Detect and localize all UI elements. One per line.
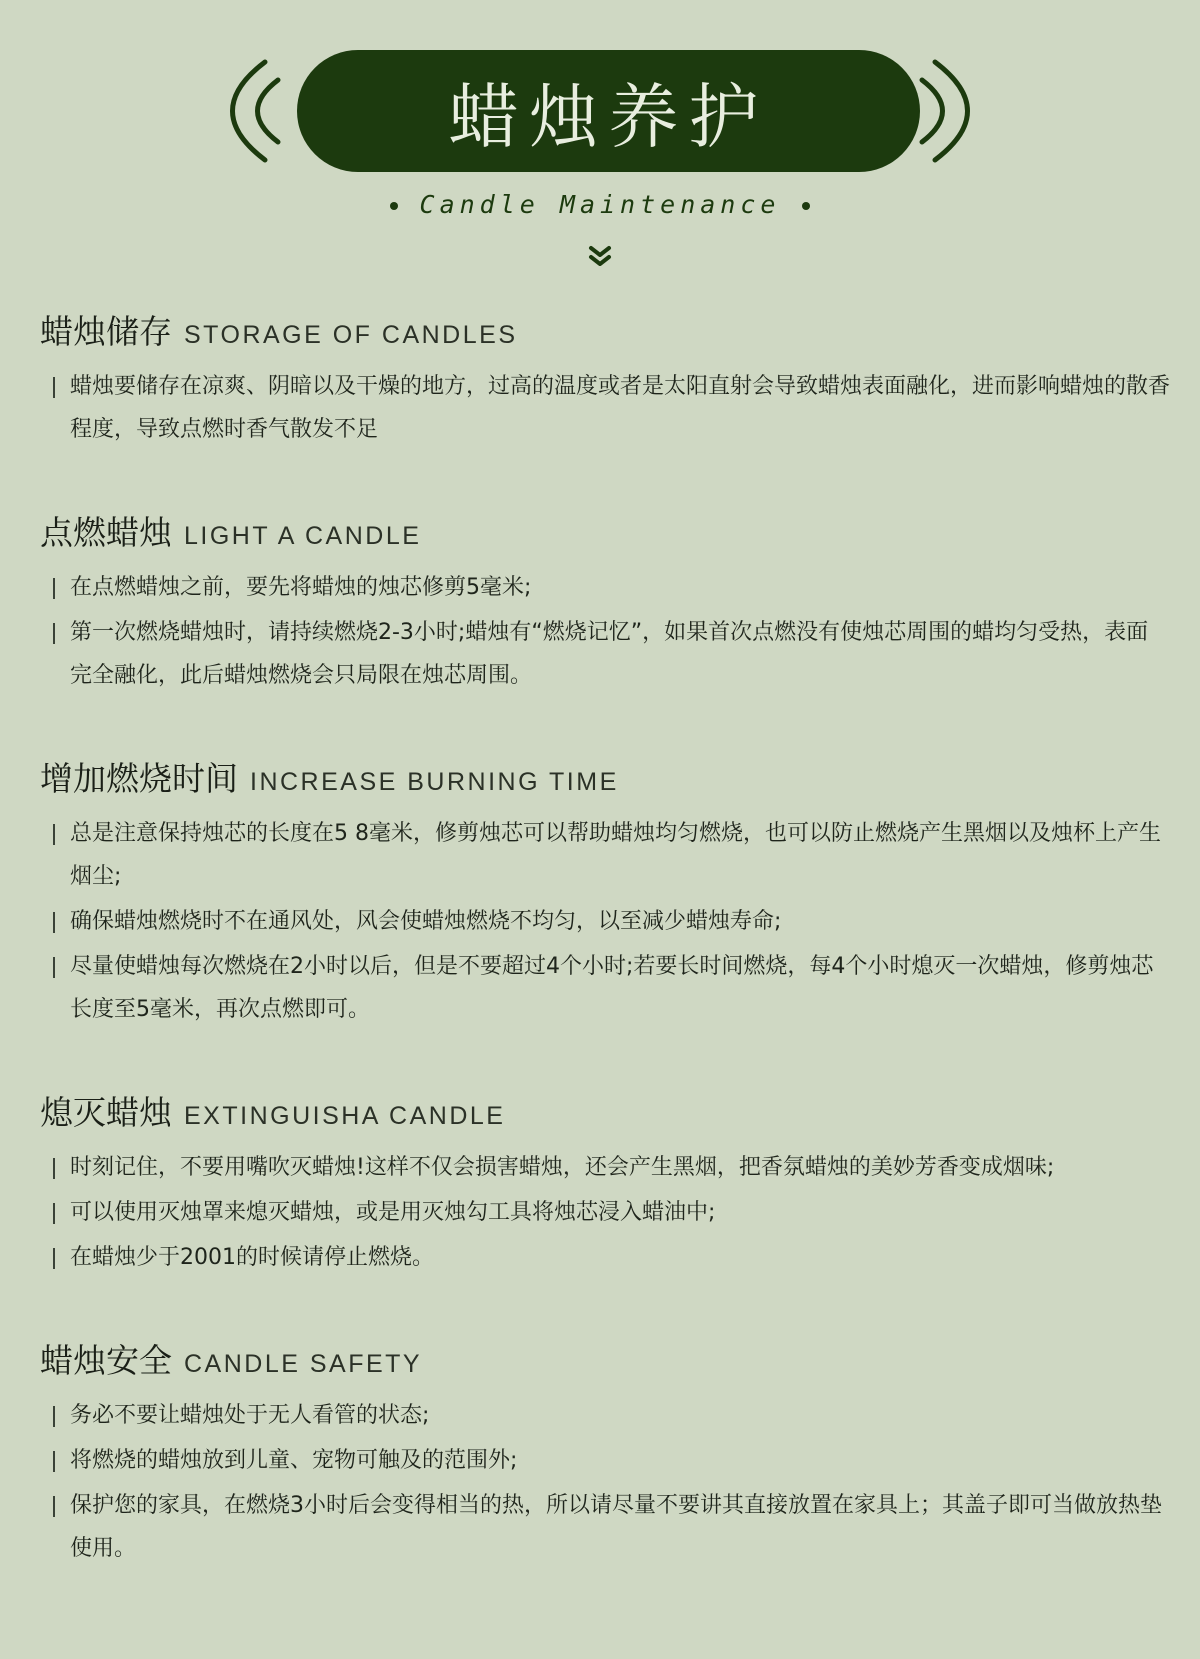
section-title-en: EXTINGUISHA CANDLE — [184, 1102, 506, 1130]
bullet-bar-icon — [53, 578, 55, 599]
title-banner — [297, 50, 920, 172]
list-item — [40, 566, 1170, 609]
right-bracket-inner-arc — [922, 80, 943, 142]
subtitle — [0, 190, 1200, 219]
bullet-bar-icon — [53, 957, 55, 978]
item-text: 总是注意保持烛芯的长度在5 8毫米，修剪烛芯可以帮助蜡烛均匀燃烧，也可以防止燃烧产生黑烟以及烛杯上产生烟尘; — [70, 821, 1161, 889]
bullet-bar-icon — [53, 1451, 55, 1472]
list-item — [40, 812, 1170, 898]
item-text: 保护您的家具，在燃烧3小时后会变得相当的热，所以请尽量不要讲其直接放置在家具上；其盖子即可当做放热垫使用。 — [70, 1493, 1163, 1561]
section-burning-time — [40, 753, 1170, 1031]
section-heading — [40, 1087, 1170, 1134]
section-title-en: INCREASE BURNING TIME — [250, 768, 619, 796]
item-text: 蜡烛要储存在凉爽、阴暗以及干燥的地方，过高的温度或者是太阳直射会导致蜡烛表面融化，进而影响蜡烛的散香程度，导致点燃时香气散发不足 — [70, 374, 1171, 442]
item-text: 在蜡烛少于2001的时候请停止燃烧。 — [70, 1245, 434, 1270]
left-bracket-outer-arc — [233, 62, 266, 160]
list-item — [40, 945, 1170, 1031]
section-light — [40, 507, 1170, 697]
item-text: 务必不要让蜡烛处于无人看管的状态; — [70, 1403, 430, 1428]
item-text: 可以使用灭烛罩来熄灭蜡烛，或是用灭烛勾工具将烛芯浸入蜡油中; — [70, 1200, 716, 1225]
list-item — [40, 1394, 1170, 1437]
section-heading — [40, 753, 1170, 800]
section-heading — [40, 507, 1170, 554]
item-text: 第一次燃烧蜡烛时，请持续燃烧2-3小时;蜡烛有“燃烧记忆”，如果首次点燃没有使烛芯周围的蜡均匀受热，表面完全融化，此后蜡烛燃烧会只局限在烛芯周围。 — [70, 620, 1149, 688]
section-storage — [40, 306, 1170, 451]
bullet-bar-icon — [53, 824, 55, 845]
section-title-cn: 熄灭蜡烛 — [40, 1093, 172, 1132]
right-bracket-outer-arc — [935, 62, 968, 160]
list-item — [40, 1236, 1170, 1279]
list-item — [40, 365, 1170, 451]
item-text: 确保蜡烛燃烧时不在通风处，风会使蜡烛燃烧不均匀，以至减少蜡烛寿命; — [70, 909, 782, 934]
section-title-en: STORAGE OF CANDLES — [184, 321, 518, 349]
bullet-bar-icon — [53, 1203, 55, 1224]
left-bracket-inner-arc — [258, 80, 279, 142]
section-heading — [40, 306, 1170, 353]
list-item — [40, 1439, 1170, 1482]
item-text: 将燃烧的蜡烛放到儿童、宠物可触及的范围外; — [70, 1448, 518, 1473]
double-chevron-down-icon — [587, 244, 613, 270]
section-title-cn: 增加燃烧时间 — [40, 759, 238, 798]
section-extinguish — [40, 1087, 1170, 1279]
list-item — [40, 611, 1170, 697]
section-heading — [40, 1335, 1170, 1382]
section-title-cn: 点燃蜡烛 — [40, 513, 172, 552]
section-title-cn: 蜡烛储存 — [40, 312, 172, 351]
list-item — [40, 900, 1170, 943]
item-text: 尽量使蜡烛每次燃烧在2小时以后，但是不要超过4个小时;若要长时间燃烧，每4个小时熄灭一次蜡烛，修剪烛芯长度至5毫米，再次点燃即可。 — [70, 954, 1154, 1022]
item-text: 时刻记住，不要用嘴吹灭蜡烛!这样不仅会损害蜡烛，还会产生黑烟，把香氛蜡烛的美妙芳香变成烟味; — [70, 1155, 1055, 1180]
bullet-bar-icon — [53, 1406, 55, 1427]
right-dot-icon — [802, 202, 810, 210]
section-title-en: LIGHT A CANDLE — [184, 522, 422, 550]
bullet-bar-icon — [53, 623, 55, 644]
header — [0, 0, 1200, 290]
subtitle-text: Candle Maintenance — [419, 190, 781, 219]
bullet-bar-icon — [53, 1496, 55, 1517]
list-item — [40, 1484, 1170, 1570]
list-item — [40, 1146, 1170, 1189]
bullet-bar-icon — [53, 912, 55, 933]
left-dot-icon — [390, 202, 398, 210]
bullet-bar-icon — [53, 377, 55, 398]
content — [40, 306, 1170, 1572]
section-title-en: CANDLE SAFETY — [184, 1350, 423, 1378]
page-title: 蜡烛养护 — [448, 75, 769, 158]
item-text: 在点燃蜡烛之前，要先将蜡烛的烛芯修剪5毫米; — [70, 575, 532, 600]
bullet-bar-icon — [53, 1158, 55, 1179]
section-safety — [40, 1335, 1170, 1570]
bullet-bar-icon — [53, 1248, 55, 1269]
list-item — [40, 1191, 1170, 1234]
section-title-cn: 蜡烛安全 — [40, 1341, 172, 1380]
